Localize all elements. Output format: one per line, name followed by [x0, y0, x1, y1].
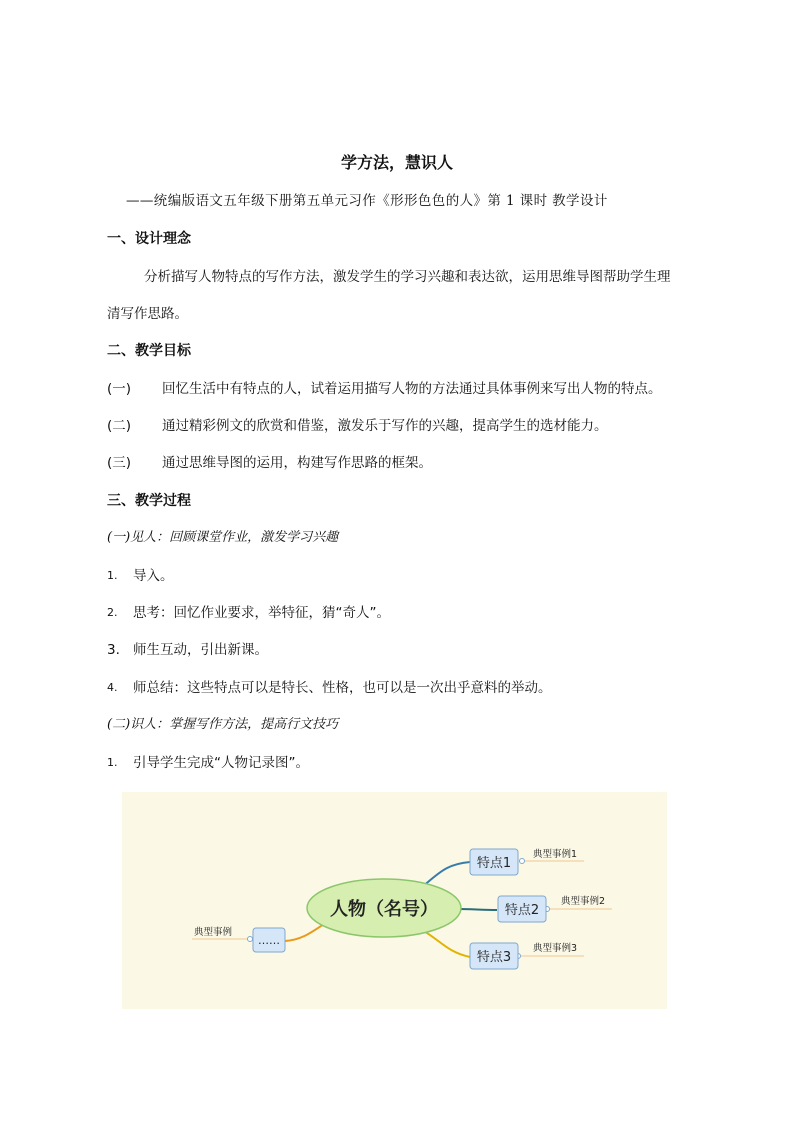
branch-connector-dot: [248, 937, 253, 942]
goal-label: (二): [107, 418, 132, 434]
step-number: 2.: [107, 606, 118, 619]
section-heading-design: 一、设计理念: [107, 231, 191, 247]
mind-map-svg: [122, 792, 667, 1009]
goal-text: 通过精彩例文的欣赏和借鉴，激发乐于写作的兴趣，提高学生的选材能力。: [162, 418, 608, 434]
feature-node-3-label: 特点3: [476, 950, 512, 965]
step-number: 1.: [107, 569, 118, 582]
feature-node-1-label: 特点1: [476, 856, 512, 871]
branch-connector: [457, 909, 497, 910]
branch-connector-dot: [520, 859, 525, 864]
design-paragraph-line1: 分析描写人物特点的写作方法，激发学生的学习兴趣和表达欲，运用思维导图帮助学生理: [144, 269, 671, 285]
section-heading-process: 三、教学过程: [107, 493, 191, 509]
example-label-left: 典型事例: [194, 927, 233, 938]
document-subtitle: ——统编版语文五年级下册第五单元习作《形形色色的人》第 1 课时 教学设计: [126, 193, 608, 209]
step-text: 引导学生完成“人物记录图”。: [133, 755, 309, 771]
goal-text: 回忆生活中有特点的人，试着运用描写人物的方法通过具体事例来写出人物的特点。: [162, 381, 662, 397]
center-node-label: 人物（名号）: [330, 899, 438, 920]
process-part1-heading: (一)见人：回顾课堂作业，激发学习兴趣: [107, 530, 339, 545]
example-label-2: 典型事例2: [561, 896, 606, 907]
step-text: 思考：回忆作业要求，举特征，猜“奇人”。: [133, 605, 390, 621]
step-number: 4.: [107, 681, 118, 694]
process-part2-heading: (二)识人：掌握写作方法，提高行文技巧: [107, 717, 339, 732]
step-text: 师总结：这些特点可以是特长、性格，也可以是一次出乎意料的举动。: [133, 680, 552, 696]
extra-feature-node-label: ……: [258, 934, 280, 947]
goal-label: (三): [107, 455, 132, 471]
section-heading-goals: 二、教学目标: [107, 343, 191, 359]
feature-node-2-label: 特点2: [504, 903, 540, 918]
step-number: 1.: [107, 756, 118, 769]
step-number: 3.: [107, 642, 120, 658]
step-text: 导入。: [133, 568, 174, 584]
example-label-3: 典型事例3: [533, 943, 578, 954]
goal-label: (一): [107, 381, 132, 397]
goal-text: 通过思维导图的运用，构建写作思路的框架。: [162, 455, 432, 471]
document-title: 学方法，慧识人: [340, 153, 453, 172]
step-text: 师生互动，引出新课。: [133, 642, 268, 658]
mind-map-figure: [122, 792, 667, 1009]
design-paragraph-line2: 清写作思路。: [107, 306, 188, 322]
example-label-1: 典型事例1: [533, 849, 578, 860]
